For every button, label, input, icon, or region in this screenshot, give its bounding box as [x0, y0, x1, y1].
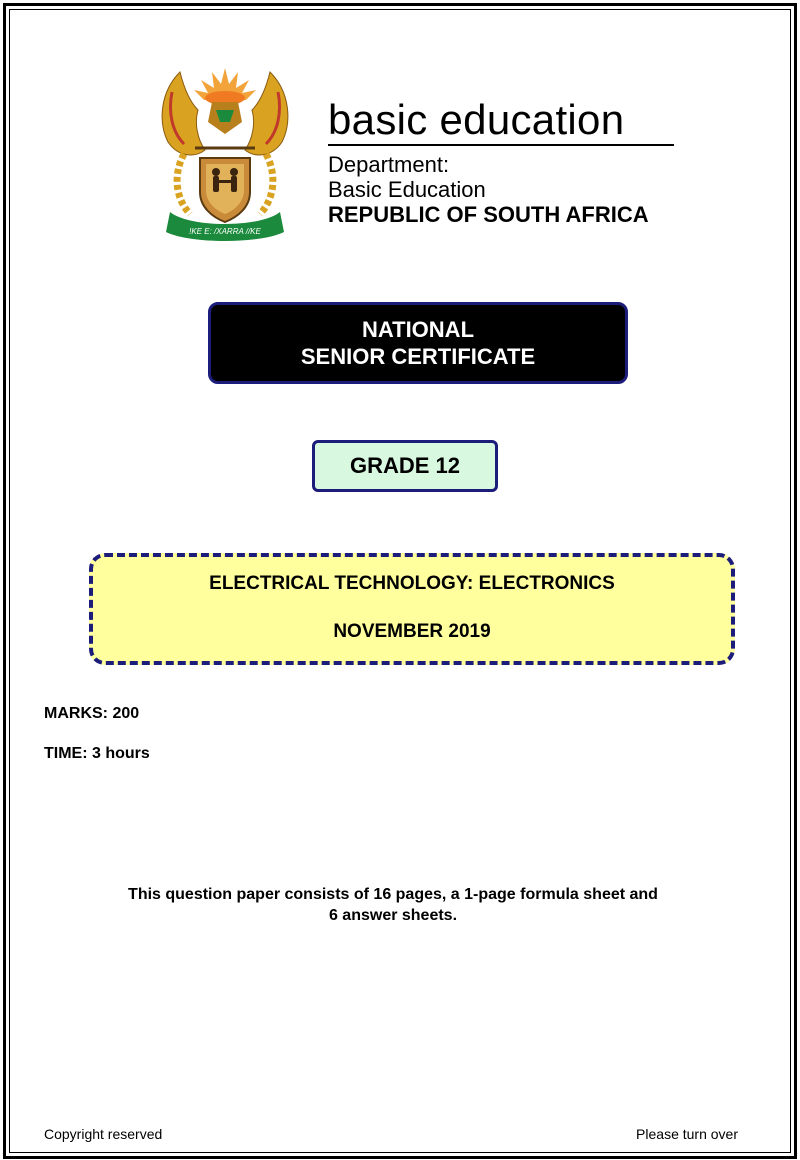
marks-info: MARKS: 200	[44, 705, 140, 722]
brand-underline	[328, 144, 674, 146]
certificate-line-2: SENIOR CERTIFICATE	[300, 344, 536, 369]
certificate-banner	[208, 302, 628, 384]
subject-panel	[89, 553, 735, 665]
grade-label: GRADE 12	[349, 453, 461, 478]
motto-text: !KE E: /XARRA //KE	[189, 227, 261, 236]
time-info: TIME: 3 hours	[44, 745, 150, 762]
department-block	[328, 96, 678, 228]
certificate-line-1: NATIONAL	[361, 317, 475, 342]
paper-composition-note	[40, 884, 746, 926]
exam-date: NOVEMBER 2019	[333, 621, 491, 642]
department-label: Department:	[328, 152, 450, 177]
sun-icon	[194, 68, 256, 105]
brand-title: basic education	[328, 96, 625, 143]
subject-title: ELECTRICAL TECHNOLOGY: ELECTRONICS	[209, 573, 615, 594]
republic-name: REPUBLIC OF SOUTH AFRICA	[328, 202, 649, 227]
grade-badge	[312, 440, 498, 492]
turn-over-footer: Please turn over	[636, 1126, 738, 1142]
department-name: Basic Education	[328, 177, 486, 202]
copyright-footer: Copyright reserved	[44, 1126, 163, 1142]
composition-line-1: This question paper consists of 16 pages, a 1-page formula sheet and	[128, 886, 658, 903]
coat-of-arms-emblem	[150, 62, 300, 242]
composition-line-2: 6 answer sheets.	[328, 907, 458, 924]
